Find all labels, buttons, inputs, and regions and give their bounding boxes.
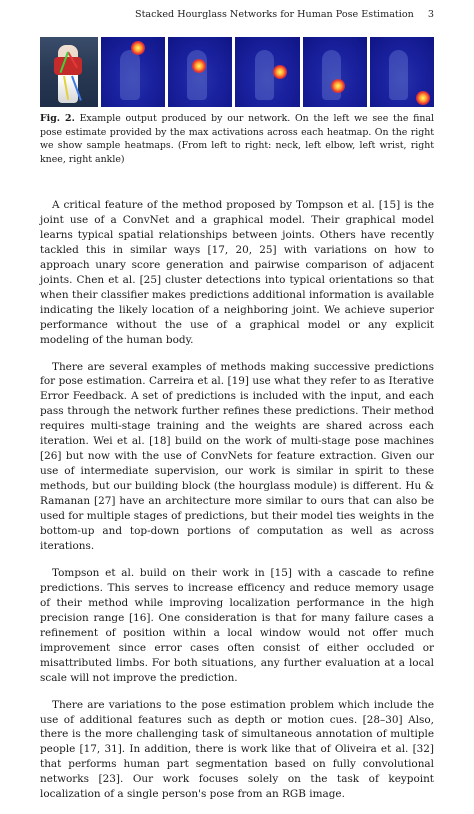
figure-caption xyxy=(40,112,434,166)
heatmap-neck xyxy=(101,37,165,107)
heatmap-peak xyxy=(416,91,430,105)
figure-2 xyxy=(40,37,434,107)
body-silhouette xyxy=(187,50,206,100)
paragraph: There are variations to the pose estimation problem which include the use of additional features such as depth or motion cues. [28–30] Also, there is the more challenging task of simultaneous annotation of multiple people [17, 31]. In addition, there is work like that of Oliveira et al. [32] that performs human part segmentation based on fully convolutional networks [23]. Our work focuses solely on the task of keypoint localization of a single person's pose from an RGB image. xyxy=(40,698,434,801)
running-header xyxy=(40,9,434,23)
body-silhouette xyxy=(255,50,274,100)
heatmap-right-knee xyxy=(303,37,367,107)
paragraph: A critical feature of the method proposed by Tompson et al. [15] is the joint use of a ConvNet and a graphical model. Their graphical model learns typical spatial relationships between joints. Others have recently tackled this in similar ways [17, 20, 25] with variations on how to approach unary score generation and pairwise comparison of adjacent joints. Chen et al. [25] cluster detections into typical orientations so that when their classifier makes predictions additional information is available indicating the likely location of a neighboring joint. We achieve superior performance without the use of a graphical model or any explicit modeling of the human body. xyxy=(40,199,434,346)
paragraph: There are several examples of methods making successive predictions for pose estimation. Carreira et al. [19] use what they refer to as Iterative Error Feedback. A set of predictions is included with the input, and each pass through the network further refines these predictions. Their method requires multi-stage training and the weights are shared across each iteration. Wei et al. [18] build on the work of multi-stage pose machines [26] but now with the use of ConvNets for feature extraction. Given our use of intermediate supervision, our work is similar in spirit to these methods, but our building block (the hourglass module) is different. Hu & Ramanan [27] have an architecture more similar to ours that can also be used for multiple stages of predictions, but their model ties weights in the bottom-up and top-down portions of computation as well as across iterations. xyxy=(40,360,434,552)
body-silhouette xyxy=(389,50,408,100)
heatmap-left-elbow xyxy=(168,37,232,107)
paragraph: Tompson et al. build on their work in [15] with a cascade to refine predictions. This serves to increase efficency and reduce memory usage of their method while improving localization performance in the high precision range [16]. One consideration is that for many failure cases a refinement of position within a local window would not offer much improvement since error cases often consist of either occluded or misattributed limbs. For both situations, any further evaluation at a local scale will not improve the prediction. xyxy=(40,566,434,684)
running-title: Stacked Hourglass Networks for Human Pose Estimation xyxy=(135,9,414,20)
body-text xyxy=(40,198,434,814)
caption-text: Example output produced by our network. On the left we see the final pose estimate provided by the max activations across each heatmap. On the right we show sample heatmaps. (From left to right: neck, left elbow, left wrist, right knee, right ankle) xyxy=(40,113,434,165)
body-silhouette xyxy=(120,50,139,100)
pose-estimate-photo xyxy=(40,37,98,107)
heatmap-peak xyxy=(331,79,345,93)
heatmap-peak xyxy=(131,41,145,55)
page-number: 3 xyxy=(427,9,434,20)
heatmap-left-wrist xyxy=(235,37,299,107)
figure-label: Fig. 2. xyxy=(40,113,75,124)
heatmap-peak xyxy=(273,65,287,79)
heatmap-right-ankle xyxy=(370,37,434,107)
